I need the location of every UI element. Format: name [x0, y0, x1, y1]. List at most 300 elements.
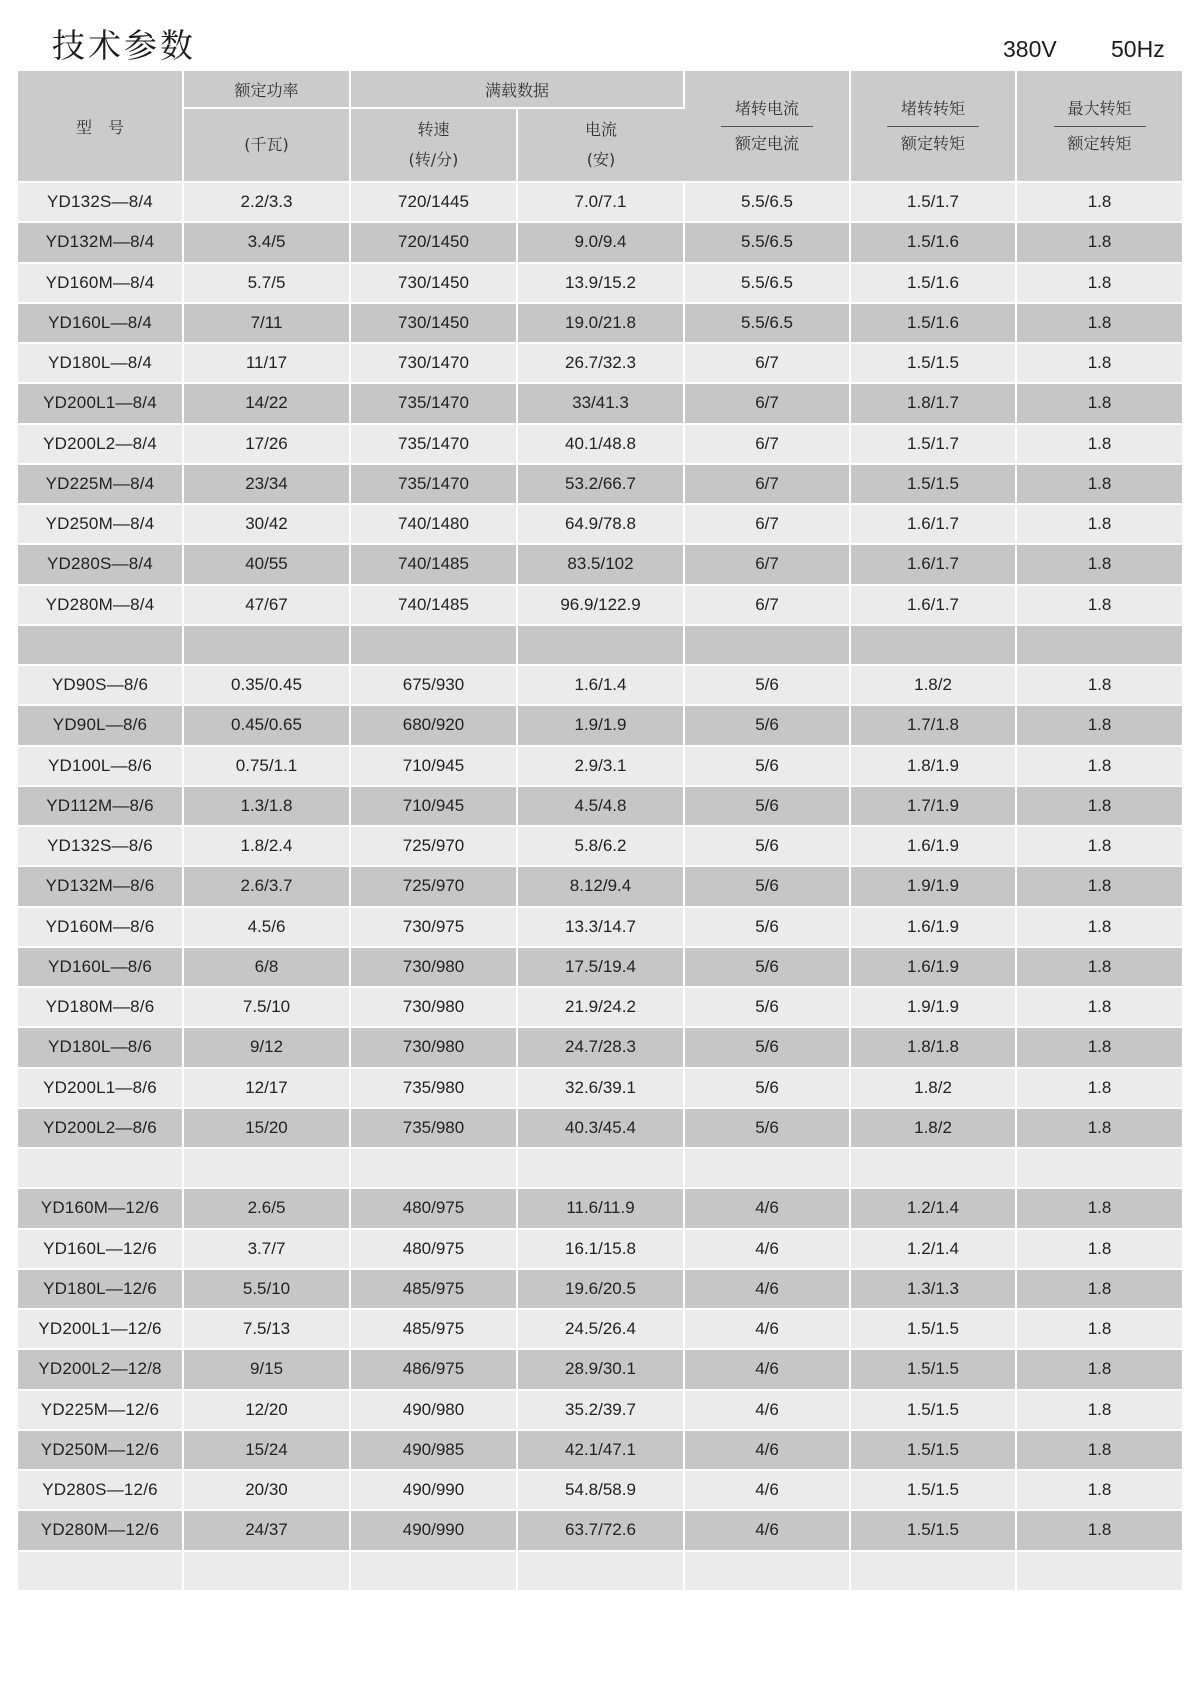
cell-speed: 485/975 [350, 1309, 517, 1349]
cell-current: 11.6/11.9 [517, 1188, 684, 1228]
table-row [18, 182, 1182, 222]
table-spacer-row [18, 1148, 1182, 1188]
cell-speed: 735/1470 [350, 464, 517, 504]
table-row [18, 464, 1182, 504]
cell-locked-current-ratio: 5/6 [684, 1108, 850, 1148]
cell-model: YD200L1—12/6 [18, 1309, 183, 1349]
cell-current: 24.5/26.4 [517, 1309, 684, 1349]
cell-locked-current-ratio: 4/6 [684, 1269, 850, 1309]
table-row [18, 544, 1182, 584]
cell-current [517, 625, 684, 665]
table-row [18, 987, 1182, 1027]
cell-speed: 720/1445 [350, 182, 517, 222]
cell-locked-current-ratio: 5/6 [684, 826, 850, 866]
cell-max-torque-ratio: 1.8 [1016, 343, 1182, 383]
cell-speed: 480/975 [350, 1188, 517, 1228]
max-torque-fraction [1054, 92, 1146, 161]
cell-power: 14/22 [183, 383, 350, 423]
cell-max-torque-ratio: 1.8 [1016, 585, 1182, 625]
cell-max-torque-ratio: 1.8 [1016, 866, 1182, 906]
cell-max-torque-ratio: 1.8 [1016, 1027, 1182, 1067]
cell-max-torque-ratio: 1.8 [1016, 665, 1182, 705]
cell-locked-torque-ratio: 1.7/1.8 [850, 705, 1016, 745]
speed-label: 转速 [417, 120, 450, 139]
cell-current: 28.9/30.1 [517, 1349, 684, 1389]
cell-locked-torque-ratio: 1.5/1.5 [850, 1390, 1016, 1430]
cell-speed: 490/990 [350, 1470, 517, 1510]
cell-locked-torque-ratio: 1.5/1.5 [850, 1309, 1016, 1349]
parameters-table [18, 71, 1182, 1592]
power-unit-label: (千瓦) [244, 135, 289, 154]
cell-locked-torque-ratio: 1.9/1.9 [850, 987, 1016, 1027]
cell-locked-current-ratio: 5.5/6.5 [684, 303, 850, 343]
cell-locked-torque-ratio: 1.8/2 [850, 665, 1016, 705]
cell-locked-torque-ratio: 1.6/1.7 [850, 585, 1016, 625]
cell-current: 33/41.3 [517, 383, 684, 423]
cell-locked-torque-ratio: 1.5/1.7 [850, 182, 1016, 222]
table-row [18, 705, 1182, 745]
cell-power: 12/17 [183, 1068, 350, 1108]
cell-current: 40.3/45.4 [517, 1108, 684, 1148]
page-title: 技术参数 [52, 26, 196, 65]
cell-speed: 490/990 [350, 1510, 517, 1550]
locked-torque-fraction [887, 92, 979, 161]
cell-locked-torque-ratio: 1.5/1.5 [850, 1470, 1016, 1510]
cell-locked-torque-ratio: 1.2/1.4 [850, 1188, 1016, 1228]
cell-model: YD250M—8/4 [18, 504, 183, 544]
cell-model: YD132M—8/4 [18, 222, 183, 262]
cell-max-torque-ratio: 1.8 [1016, 1390, 1182, 1430]
cell-speed: 680/920 [350, 705, 517, 745]
cell-max-torque-ratio: 1.8 [1016, 786, 1182, 826]
cell-locked-current-ratio: 6/7 [684, 343, 850, 383]
cell-power: 2.2/3.3 [183, 182, 350, 222]
cell-model [18, 1148, 183, 1188]
cell-locked-current-ratio: 4/6 [684, 1470, 850, 1510]
cell-current: 19.0/21.8 [517, 303, 684, 343]
max-torque-denominator: 额定转矩 [1067, 133, 1132, 153]
table-row [18, 1108, 1182, 1148]
cell-max-torque-ratio: 1.8 [1016, 303, 1182, 343]
cell-power: 0.75/1.1 [183, 746, 350, 786]
cell-model: YD132S—8/6 [18, 826, 183, 866]
cell-speed: 740/1480 [350, 504, 517, 544]
table-row [18, 1269, 1182, 1309]
cell-locked-current-ratio: 5/6 [684, 1068, 850, 1108]
locked-torque-numerator: 堵转转矩 [887, 92, 979, 127]
cell-speed: 730/980 [350, 1027, 517, 1067]
cell-model: YD280M—12/6 [18, 1510, 183, 1550]
cell-locked-torque-ratio: 1.5/1.5 [850, 464, 1016, 504]
cell-locked-torque-ratio: 1.8/1.7 [850, 383, 1016, 423]
table-row [18, 263, 1182, 303]
header-current [517, 108, 684, 182]
cell-speed [350, 1551, 517, 1591]
current-label: 电流 [585, 120, 618, 139]
cell-current: 96.9/122.9 [517, 585, 684, 625]
cell-max-torque-ratio: 1.8 [1016, 746, 1182, 786]
table-row [18, 585, 1182, 625]
cell-speed: 735/1470 [350, 424, 517, 464]
cell-max-torque-ratio: 1.8 [1016, 826, 1182, 866]
cell-power [183, 1148, 350, 1188]
cell-model: YD160M—12/6 [18, 1188, 183, 1228]
cell-power: 15/20 [183, 1108, 350, 1148]
cell-locked-torque-ratio: 1.9/1.9 [850, 866, 1016, 906]
cell-locked-current-ratio: 5.5/6.5 [684, 263, 850, 303]
cell-max-torque-ratio: 1.8 [1016, 947, 1182, 987]
max-torque-numerator: 最大转矩 [1054, 92, 1146, 127]
cell-power: 0.35/0.45 [183, 665, 350, 705]
cell-locked-current-ratio: 6/7 [684, 585, 850, 625]
cell-current: 83.5/102 [517, 544, 684, 584]
cell-model: YD132M—8/6 [18, 866, 183, 906]
speed-unit-label: (转/分) [408, 150, 459, 169]
cell-power: 15/24 [183, 1430, 350, 1470]
cell-locked-current-ratio: 6/7 [684, 544, 850, 584]
cell-locked-current-ratio: 5.5/6.5 [684, 222, 850, 262]
cell-speed: 710/945 [350, 746, 517, 786]
cell-power: 23/34 [183, 464, 350, 504]
table-row [18, 665, 1182, 705]
table-header [18, 71, 1182, 182]
header-full-load-label: 满载数据 [485, 80, 550, 100]
header-power-unit [183, 108, 350, 182]
cell-current: 16.1/15.8 [517, 1229, 684, 1269]
table-row [18, 1229, 1182, 1269]
cell-current: 2.9/3.1 [517, 746, 684, 786]
cell-current: 42.1/47.1 [517, 1430, 684, 1470]
cell-locked-current-ratio: 5/6 [684, 866, 850, 906]
cell-model: YD200L2—12/8 [18, 1349, 183, 1389]
cell-current: 8.12/9.4 [517, 866, 684, 906]
cell-power: 24/37 [183, 1510, 350, 1550]
cell-max-torque-ratio [1016, 1551, 1182, 1591]
cell-speed: 740/1485 [350, 544, 517, 584]
cell-max-torque-ratio: 1.8 [1016, 263, 1182, 303]
cell-model: YD180M—8/6 [18, 987, 183, 1027]
cell-current: 7.0/7.1 [517, 182, 684, 222]
cell-model [18, 1551, 183, 1591]
cell-speed: 730/975 [350, 907, 517, 947]
table-row [18, 1349, 1182, 1389]
cell-model: YD160L—8/4 [18, 303, 183, 343]
cell-model: YD225M—8/4 [18, 464, 183, 504]
cell-model: YD100L—8/6 [18, 746, 183, 786]
cell-power: 0.45/0.65 [183, 705, 350, 745]
cell-speed: 486/975 [350, 1349, 517, 1389]
cell-current: 32.6/39.1 [517, 1068, 684, 1108]
table-spacer-row [18, 1551, 1182, 1591]
cell-current [517, 1148, 684, 1188]
cell-max-torque-ratio: 1.8 [1016, 1269, 1182, 1309]
cell-locked-current-ratio: 5/6 [684, 947, 850, 987]
cell-locked-current-ratio: 6/7 [684, 424, 850, 464]
table-row [18, 222, 1182, 262]
locked-current-fraction [721, 92, 813, 161]
cell-speed: 490/985 [350, 1430, 517, 1470]
cell-power: 47/67 [183, 585, 350, 625]
cell-locked-current-ratio: 5/6 [684, 786, 850, 826]
cell-locked-current-ratio: 4/6 [684, 1390, 850, 1430]
current-unit-label: (安) [586, 150, 616, 169]
cell-max-torque-ratio [1016, 625, 1182, 665]
cell-current: 13.3/14.7 [517, 907, 684, 947]
cell-model: YD180L—8/6 [18, 1027, 183, 1067]
cell-speed: 730/1470 [350, 343, 517, 383]
cell-locked-current-ratio: 4/6 [684, 1229, 850, 1269]
cell-locked-torque-ratio: 1.5/1.7 [850, 424, 1016, 464]
cell-power: 9/15 [183, 1349, 350, 1389]
cell-locked-current-ratio: 4/6 [684, 1510, 850, 1550]
cell-locked-torque-ratio: 1.2/1.4 [850, 1229, 1016, 1269]
cell-power: 3.4/5 [183, 222, 350, 262]
header-model-label: 型 号 [75, 117, 124, 137]
cell-locked-torque-ratio: 1.8/1.8 [850, 1027, 1016, 1067]
cell-max-torque-ratio: 1.8 [1016, 1068, 1182, 1108]
table-row [18, 303, 1182, 343]
table-row [18, 1027, 1182, 1067]
cell-speed: 480/975 [350, 1229, 517, 1269]
header-locked-torque-ratio [850, 71, 1016, 182]
cell-power: 5.7/5 [183, 263, 350, 303]
cell-locked-current-ratio: 6/7 [684, 504, 850, 544]
cell-model: YD200L2—8/4 [18, 424, 183, 464]
cell-model: YD160M—8/6 [18, 907, 183, 947]
cell-current: 19.6/20.5 [517, 1269, 684, 1309]
cell-locked-current-ratio: 6/7 [684, 383, 850, 423]
cell-speed: 720/1450 [350, 222, 517, 262]
table-row [18, 746, 1182, 786]
cell-max-torque-ratio: 1.8 [1016, 1309, 1182, 1349]
cell-max-torque-ratio: 1.8 [1016, 1229, 1182, 1269]
header-power-label: 额定功率 [234, 80, 299, 100]
cell-locked-torque-ratio: 1.7/1.9 [850, 786, 1016, 826]
cell-current: 13.9/15.2 [517, 263, 684, 303]
cell-locked-torque-ratio: 1.5/1.6 [850, 222, 1016, 262]
cell-model: YD200L2—8/6 [18, 1108, 183, 1148]
cell-power [183, 1551, 350, 1591]
cell-model: YD280S—8/4 [18, 544, 183, 584]
cell-power: 7.5/13 [183, 1309, 350, 1349]
cell-max-torque-ratio: 1.8 [1016, 424, 1182, 464]
cell-power: 17/26 [183, 424, 350, 464]
cell-current: 17.5/19.4 [517, 947, 684, 987]
cell-power: 6/8 [183, 947, 350, 987]
cell-current [517, 1551, 684, 1591]
cell-power: 4.5/6 [183, 907, 350, 947]
cell-current: 53.2/66.7 [517, 464, 684, 504]
cell-max-torque-ratio: 1.8 [1016, 544, 1182, 584]
cell-locked-torque-ratio: 1.5/1.5 [850, 1349, 1016, 1389]
table-row [18, 866, 1182, 906]
cell-model: YD250M—12/6 [18, 1430, 183, 1470]
cell-speed: 725/970 [350, 866, 517, 906]
cell-locked-torque-ratio: 1.6/1.7 [850, 544, 1016, 584]
cell-current: 24.7/28.3 [517, 1027, 684, 1067]
cell-locked-current-ratio [684, 1551, 850, 1591]
cell-max-torque-ratio: 1.8 [1016, 1430, 1182, 1470]
cell-locked-torque-ratio: 1.6/1.9 [850, 947, 1016, 987]
cell-locked-current-ratio: 4/6 [684, 1349, 850, 1389]
table-row [18, 1309, 1182, 1349]
table-row [18, 1470, 1182, 1510]
cell-locked-torque-ratio: 1.6/1.9 [850, 826, 1016, 866]
cell-model: YD200L1—8/4 [18, 383, 183, 423]
table-row [18, 1188, 1182, 1228]
cell-locked-torque-ratio [850, 1148, 1016, 1188]
cell-model: YD132S—8/4 [18, 182, 183, 222]
cell-max-torque-ratio: 1.8 [1016, 1108, 1182, 1148]
cell-locked-torque-ratio: 1.5/1.5 [850, 1510, 1016, 1550]
cell-locked-current-ratio: 5.5/6.5 [684, 182, 850, 222]
header-locked-current-ratio [684, 71, 850, 182]
table-row [18, 504, 1182, 544]
cell-locked-current-ratio: 5/6 [684, 987, 850, 1027]
cell-model: YD112M—8/6 [18, 786, 183, 826]
cell-model [18, 625, 183, 665]
cell-locked-torque-ratio: 1.3/1.3 [850, 1269, 1016, 1309]
cell-locked-torque-ratio: 1.8/1.9 [850, 746, 1016, 786]
cell-locked-torque-ratio: 1.6/1.7 [850, 504, 1016, 544]
cell-locked-torque-ratio: 1.5/1.6 [850, 303, 1016, 343]
cell-speed: 675/930 [350, 665, 517, 705]
cell-max-torque-ratio: 1.8 [1016, 383, 1182, 423]
cell-current: 9.0/9.4 [517, 222, 684, 262]
cell-speed: 730/1450 [350, 303, 517, 343]
cell-current: 1.6/1.4 [517, 665, 684, 705]
header-full-load [350, 71, 684, 108]
cell-locked-current-ratio: 4/6 [684, 1430, 850, 1470]
cell-max-torque-ratio: 1.8 [1016, 705, 1182, 745]
cell-power: 11/17 [183, 343, 350, 383]
cell-current: 21.9/24.2 [517, 987, 684, 1027]
cell-speed: 735/980 [350, 1108, 517, 1148]
cell-current: 1.9/1.9 [517, 705, 684, 745]
cell-model: YD160L—8/6 [18, 947, 183, 987]
cell-power: 40/55 [183, 544, 350, 584]
cell-power: 5.5/10 [183, 1269, 350, 1309]
cell-speed: 490/980 [350, 1390, 517, 1430]
cell-max-torque-ratio: 1.8 [1016, 907, 1182, 947]
table-row [18, 947, 1182, 987]
locked-torque-denominator: 额定转矩 [901, 133, 966, 153]
cell-max-torque-ratio: 1.8 [1016, 1188, 1182, 1228]
cell-model: YD160L—12/6 [18, 1229, 183, 1269]
locked-current-denominator: 额定电流 [735, 133, 800, 153]
header-speed [350, 108, 517, 182]
cell-speed: 730/980 [350, 987, 517, 1027]
cell-locked-torque-ratio: 1.8/2 [850, 1068, 1016, 1108]
cell-locked-current-ratio [684, 625, 850, 665]
cell-speed: 735/1470 [350, 383, 517, 423]
table-row [18, 826, 1182, 866]
cell-model: YD180L—12/6 [18, 1269, 183, 1309]
cell-locked-torque-ratio: 1.5/1.5 [850, 343, 1016, 383]
cell-max-torque-ratio: 1.8 [1016, 182, 1182, 222]
table-row [18, 907, 1182, 947]
header-max-torque-ratio [1016, 71, 1182, 182]
cell-locked-current-ratio [684, 1148, 850, 1188]
cell-current: 63.7/72.6 [517, 1510, 684, 1550]
locked-current-numerator: 堵转电流 [721, 92, 813, 127]
cell-locked-torque-ratio [850, 625, 1016, 665]
cell-speed: 740/1485 [350, 585, 517, 625]
cell-model: YD225M—12/6 [18, 1390, 183, 1430]
cell-power: 1.8/2.4 [183, 826, 350, 866]
cell-power: 1.3/1.8 [183, 786, 350, 826]
cell-power: 20/30 [183, 1470, 350, 1510]
header-power [183, 71, 350, 108]
cell-power: 30/42 [183, 504, 350, 544]
cell-current: 54.8/58.9 [517, 1470, 684, 1510]
cell-max-torque-ratio: 1.8 [1016, 1349, 1182, 1389]
cell-speed: 725/970 [350, 826, 517, 866]
cell-locked-torque-ratio: 1.5/1.6 [850, 263, 1016, 303]
cell-model: YD90S—8/6 [18, 665, 183, 705]
cell-current: 4.5/4.8 [517, 786, 684, 826]
cell-model: YD180L—8/4 [18, 343, 183, 383]
cell-current: 40.1/48.8 [517, 424, 684, 464]
table-spacer-row [18, 625, 1182, 665]
cell-speed: 730/1450 [350, 263, 517, 303]
cell-model: YD280M—8/4 [18, 585, 183, 625]
table-row [18, 1390, 1182, 1430]
cell-locked-current-ratio: 4/6 [684, 1309, 850, 1349]
table-body [18, 182, 1182, 1591]
cell-power: 2.6/3.7 [183, 866, 350, 906]
header-model [18, 71, 183, 182]
cell-speed: 485/975 [350, 1269, 517, 1309]
cell-max-torque-ratio: 1.8 [1016, 1510, 1182, 1550]
cell-power: 2.6/5 [183, 1188, 350, 1228]
cell-power: 7/11 [183, 303, 350, 343]
cell-locked-current-ratio: 5/6 [684, 705, 850, 745]
cell-model: YD280S—12/6 [18, 1470, 183, 1510]
cell-max-torque-ratio: 1.8 [1016, 1470, 1182, 1510]
cell-model: YD90L—8/6 [18, 705, 183, 745]
cell-speed: 730/980 [350, 947, 517, 987]
cell-speed [350, 1148, 517, 1188]
cell-locked-current-ratio: 5/6 [684, 746, 850, 786]
cell-locked-current-ratio: 6/7 [684, 464, 850, 504]
cell-current: 5.8/6.2 [517, 826, 684, 866]
table-row [18, 383, 1182, 423]
cell-locked-torque-ratio: 1.6/1.9 [850, 907, 1016, 947]
cell-max-torque-ratio: 1.8 [1016, 504, 1182, 544]
cell-current: 26.7/32.3 [517, 343, 684, 383]
cell-power: 12/20 [183, 1390, 350, 1430]
table-row [18, 786, 1182, 826]
cell-power: 7.5/10 [183, 987, 350, 1027]
cell-locked-current-ratio: 5/6 [684, 1027, 850, 1067]
table-row [18, 424, 1182, 464]
cell-power [183, 625, 350, 665]
table-row [18, 343, 1182, 383]
cell-model: YD200L1—8/6 [18, 1068, 183, 1108]
cell-current: 64.9/78.8 [517, 504, 684, 544]
cell-current: 35.2/39.7 [517, 1390, 684, 1430]
cell-locked-current-ratio: 5/6 [684, 907, 850, 947]
cell-locked-torque-ratio [850, 1551, 1016, 1591]
table-row [18, 1068, 1182, 1108]
cell-max-torque-ratio: 1.8 [1016, 222, 1182, 262]
cell-max-torque-ratio: 1.8 [1016, 987, 1182, 1027]
cell-locked-torque-ratio: 1.5/1.5 [850, 1430, 1016, 1470]
voltage-label: 380V [1003, 36, 1057, 62]
table-row [18, 1430, 1182, 1470]
cell-power: 9/12 [183, 1027, 350, 1067]
